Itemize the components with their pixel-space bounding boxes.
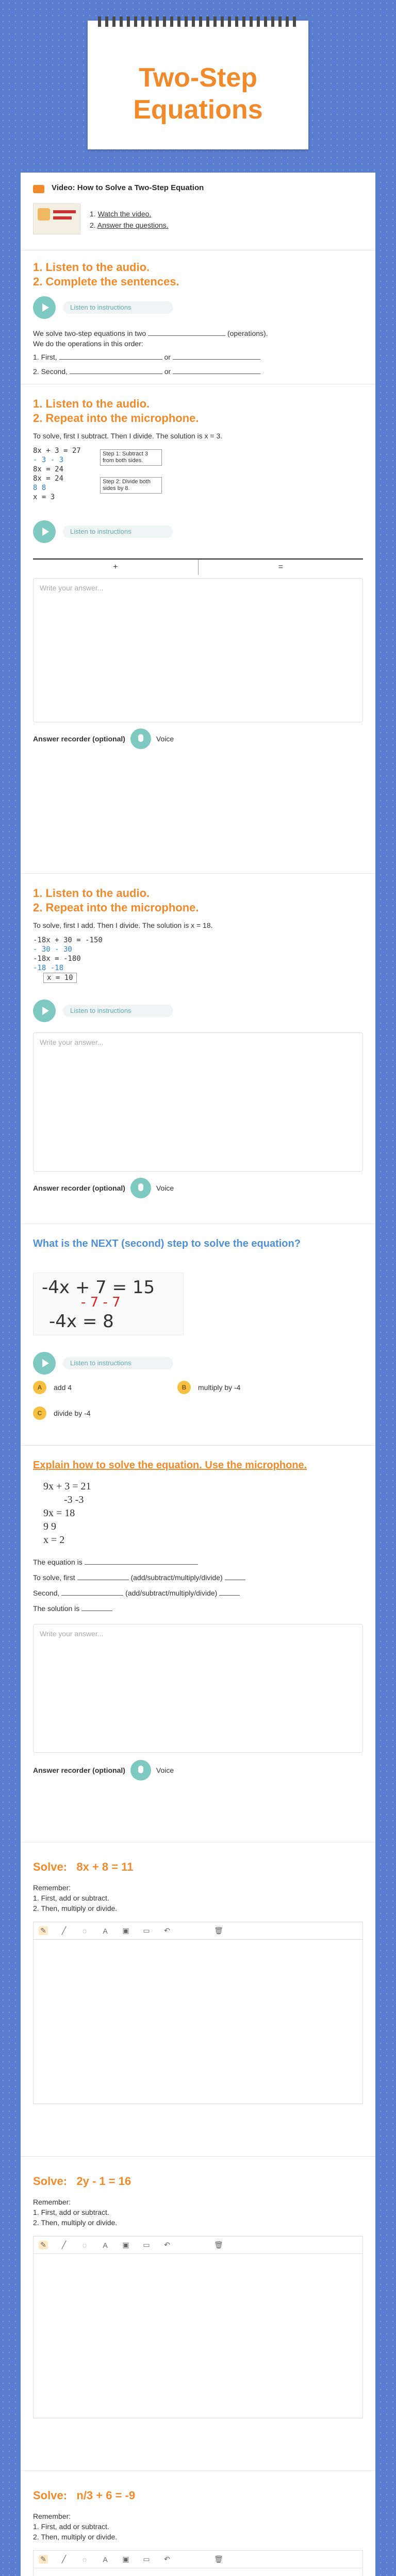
repeat-section-2: 1. Listen to the audio. 2. Repeat into the microphone. To solve, first I add. Then I divide. The solution is x = 18. -18x + 30 = -150 - 30 - 30 -18x = -180 -18 -18 x = 10 Listen to instructions Write your answer... Answer recorder (optional) Voice (33, 886, 363, 1216)
explain-equation: 9x + 3 = 21 -3 -3 9x = 18 9 9 x = 2 (43, 1481, 91, 1546)
image-icon[interactable]: ▣ (122, 2555, 129, 2563)
brush-icon[interactable]: ╱ (61, 2241, 67, 2249)
listen-instructions[interactable]: Listen to instructions (33, 1352, 173, 1375)
microphone-button[interactable] (130, 1178, 151, 1198)
clear-icon[interactable]: 🗑 (214, 2241, 223, 2249)
shapes-icon[interactable]: ▭ (143, 2555, 150, 2563)
solve-section-2: Solve: 2y - 1 = 16 Remember: 1. First, add or subtract. 2. Then, multiply or divide. ✎ ╱ ◌ A ▣ ▭ ↶ 🗑 (33, 2174, 363, 2463)
eraser-icon[interactable]: ◌ (82, 1926, 87, 1935)
answer-recorder: Answer recorder (optional) Voice (33, 728, 363, 749)
second-blank-b[interactable] (173, 366, 260, 374)
image-icon[interactable]: ▣ (122, 1926, 129, 1935)
listen-instructions[interactable]: Listen to instructions (33, 520, 363, 543)
drawing-canvas[interactable] (33, 2253, 363, 2418)
repeat-section-1: 1. Listen to the audio. 2. Repeat into the microphone. To solve, first I subtract. Then I divide. The solution is x = 3. 8x + 3 = 27 - 3 - 3 8x = 24 8x = 24 8 8 x = 3 Step 1: Subtract 3 from both sides. Step 2: Divide both sides by 8. Listen to instructions + = Write your answer... Answer recorder (optional) Voice (33, 397, 363, 866)
eraser-icon[interactable]: ◌ (82, 2555, 87, 2564)
instruction-text: To solve, first I subtract. Then I divide. The solution is x = 3. (33, 432, 223, 440)
step-complete: 2. Complete the sentences. (33, 275, 179, 288)
shapes-icon[interactable]: ▭ (143, 1926, 150, 1935)
drawing-canvas[interactable] (33, 2568, 363, 2576)
text-icon[interactable]: A (103, 1926, 108, 1935)
option-a[interactable]: A add 4 (33, 1381, 72, 1394)
worksheet (21, 173, 375, 2576)
worked-example-2: -18x + 30 = -150 - 30 - 30 -18x = -180 -18 -18 x = 10 (33, 936, 103, 982)
video-thumbnail[interactable] (33, 204, 80, 234)
question-text: What is the NEXT (second) step to solve the equation? (33, 1238, 301, 1249)
listen-instructions[interactable]: Listen to instructions (33, 999, 363, 1022)
video-step-1: 1. Watch the video. (90, 210, 152, 218)
first-blank-b[interactable] (173, 352, 260, 360)
page-title: Two-Step Equations (133, 63, 263, 125)
play-icon[interactable] (33, 999, 56, 1022)
solve-section-3: Solve: n/3 + 6 = -9 Remember: 1. First, add or subtract. 2. Then, multiply or divide. ✎ ╱ ◌ A ▣ ▭ ↶ 🗑 (33, 2488, 363, 2576)
drawing-toolbar (33, 2236, 363, 2253)
complete-sentences-section: 1. Listen to the audio. 2. Complete the sentences. Listen to instructions We solve two-step equations in two (operations). We do the operations in this order: 1. First, or 2. Second, or (33, 260, 363, 374)
text-icon[interactable]: A (103, 2241, 108, 2249)
play-icon[interactable] (33, 296, 56, 319)
undo-icon[interactable]: ↶ (164, 2555, 170, 2563)
solve-heading: Solve: 8x + 8 = 11 (33, 1860, 134, 1873)
next-step-question (33, 1236, 363, 1453)
option-b[interactable]: B multiply by -4 (177, 1381, 240, 1394)
answer-textbox[interactable]: Write your answer... (33, 578, 363, 722)
drawing-toolbar (33, 1922, 363, 1939)
first-blank-a[interactable] (59, 352, 162, 360)
video-section (33, 183, 363, 240)
microphone-button[interactable] (130, 1760, 151, 1781)
brush-icon[interactable]: ╱ (61, 2555, 67, 2563)
video-heading: Video: How to Solve a Two-Step Equation (52, 183, 204, 192)
drawing-toolbar (33, 2550, 363, 2568)
pencil-icon[interactable]: ✎ (39, 1926, 48, 1935)
explain-heading: Explain how to solve the equation. Use the microphone. (33, 1460, 307, 1471)
option-c[interactable]: C divide by -4 (33, 1406, 91, 1420)
operations-blank[interactable] (148, 328, 225, 336)
explain-section: Explain how to solve the equation. Use the microphone. 9x + 3 = 21 -3 -3 9x = 18 9 9 x = 2 The equation is To solve, first (add/subtract/multiply/divide) Second, (add/subtract/multiply/divide) The solution is Write your answer... Answer recorder (optional) Voice (33, 1458, 363, 1829)
image-icon[interactable]: ▣ (122, 2241, 129, 2249)
microphone-button[interactable] (130, 728, 151, 749)
answer-textbox[interactable]: Write your answer... (33, 1032, 363, 1172)
worked-example: 8x + 3 = 27 - 3 - 3 8x = 24 8x = 24 8 8 x = 3 Step 1: Subtract 3 from both sides. Step 2: Divide both sides by 8. (33, 446, 363, 513)
clear-icon[interactable]: 🗑 (214, 2555, 223, 2563)
pencil-icon[interactable]: ✎ (39, 2241, 48, 2249)
drawing-canvas[interactable] (33, 1939, 363, 2104)
clear-icon[interactable]: 🗑 (214, 1926, 223, 1935)
play-icon[interactable] (33, 1352, 56, 1375)
pencil-icon[interactable]: ✎ (39, 2555, 48, 2564)
eraser-icon[interactable]: ◌ (82, 2241, 87, 2249)
brush-icon[interactable]: ╱ (61, 1926, 67, 1935)
undo-icon[interactable]: ↶ (164, 1926, 170, 1935)
answer-textbox[interactable]: Write your answer... (33, 1624, 363, 1753)
answer-recorder: Answer recorder (optional) Voice (33, 1178, 363, 1198)
solve-heading: Solve: 2y - 1 = 16 (33, 2175, 131, 2188)
video-icon (33, 185, 44, 193)
handwritten-equation: -4x + 7 = 15 - 7 - 7 -4x = 8 (33, 1273, 184, 1335)
shapes-icon[interactable]: ▭ (143, 2241, 150, 2249)
solve-heading: Solve: n/3 + 6 = -9 (33, 2489, 136, 2502)
second-blank-a[interactable] (70, 366, 162, 374)
solve-section-1: Solve: 8x + 8 = 11 Remember: 1. First, add or subtract. 2. Then, multiply or divide. ✎ ╱ ◌ A ▣ ▭ ↶ 🗑 (33, 1860, 363, 2148)
answer-recorder: Answer recorder (optional) Voice (33, 1760, 363, 1781)
text-icon[interactable]: A (103, 2555, 108, 2564)
undo-icon[interactable]: ↶ (164, 2241, 170, 2249)
title-card (88, 21, 308, 149)
spiral-binding (98, 16, 298, 27)
play-icon[interactable] (33, 520, 56, 543)
listen-instructions[interactable]: Listen to instructions (33, 296, 363, 319)
teacher-icon (38, 208, 50, 221)
step-listen: 1. Listen to the audio. (33, 261, 150, 274)
column-table: + = (33, 558, 363, 575)
video-step-2: 2. Answer the questions. (90, 221, 169, 229)
